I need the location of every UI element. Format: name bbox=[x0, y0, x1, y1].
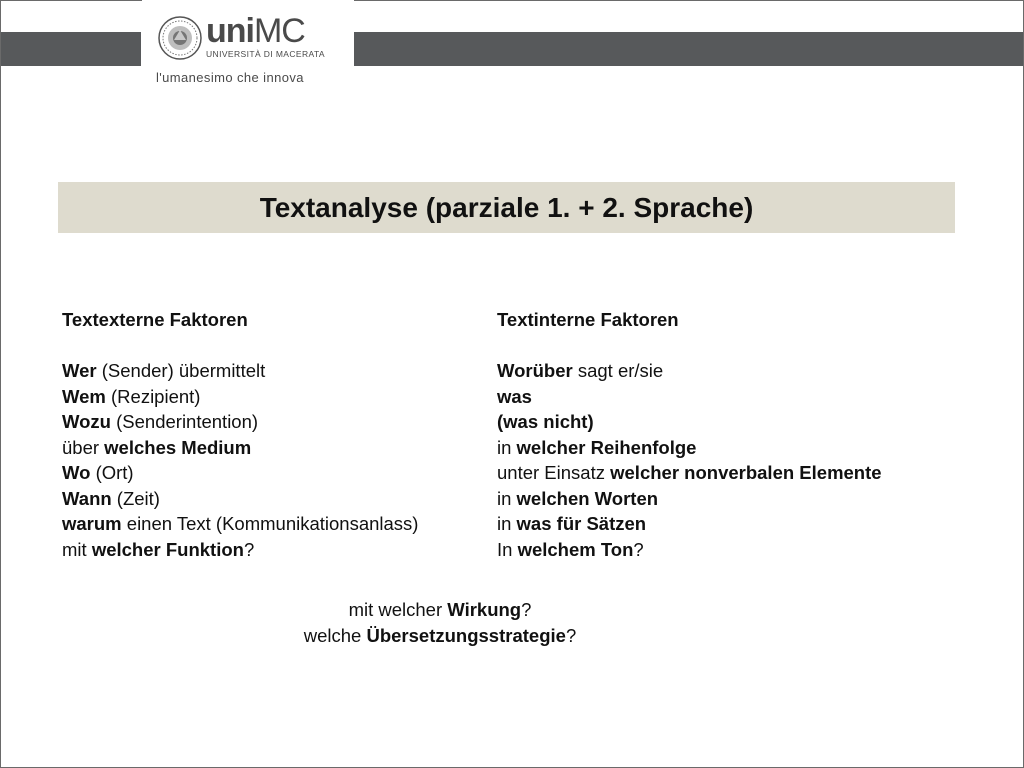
list-item: (was nicht) bbox=[497, 411, 594, 432]
list-item: In welchem Ton? bbox=[497, 538, 644, 560]
list-item: unter Einsatz welcher nonverbalen Elemente bbox=[497, 462, 882, 483]
list-item: Wem (Rezipient) bbox=[62, 385, 201, 407]
list-item: in welcher Reihenfolge bbox=[497, 436, 697, 458]
internal-factors-column bbox=[497, 307, 967, 562]
external-factors-column bbox=[62, 307, 482, 562]
list-item: Wer (Sender) übermittelt bbox=[62, 360, 266, 381]
brand-name: uniMC bbox=[206, 12, 305, 50]
university-logo bbox=[142, 0, 354, 92]
brand-tagline: l'umanesimo che innova bbox=[156, 70, 304, 85]
university-seal-icon bbox=[158, 16, 202, 60]
column-heading: Textinterne Faktoren bbox=[497, 309, 679, 330]
list-item: Wann (Zeit) bbox=[62, 487, 160, 509]
list-item: in was für Sätzen bbox=[497, 513, 647, 534]
title-bar bbox=[58, 182, 955, 233]
header-band-right bbox=[354, 32, 1023, 66]
list-item: Wozu (Senderintention) bbox=[62, 411, 259, 432]
list-item: über welches Medium bbox=[62, 436, 252, 458]
list-item: warum einen Text (Kommunikationsanlass) bbox=[62, 513, 419, 534]
list-item: mit welcher Funktion? bbox=[62, 538, 255, 560]
list-item: in welchen Worten bbox=[497, 487, 659, 509]
list-item: Wo (Ort) bbox=[62, 462, 134, 483]
header-band-left bbox=[1, 32, 141, 66]
column-heading: Textexterne Faktoren bbox=[62, 309, 248, 330]
summary-line: welche Übersetzungsstrategie? bbox=[303, 624, 577, 646]
list-item: Worüber sagt er/sie bbox=[497, 360, 664, 381]
page-title: Textanalyse (parziale 1. + 2. Sprache) bbox=[259, 191, 754, 223]
brand bbox=[206, 14, 325, 59]
summary-line: mit welcher Wirkung? bbox=[348, 599, 532, 620]
summary-questions bbox=[0, 597, 880, 648]
brand-subtitle: UNIVERSITÀ DI MACERATA bbox=[206, 49, 325, 59]
list-item: was bbox=[497, 385, 532, 407]
